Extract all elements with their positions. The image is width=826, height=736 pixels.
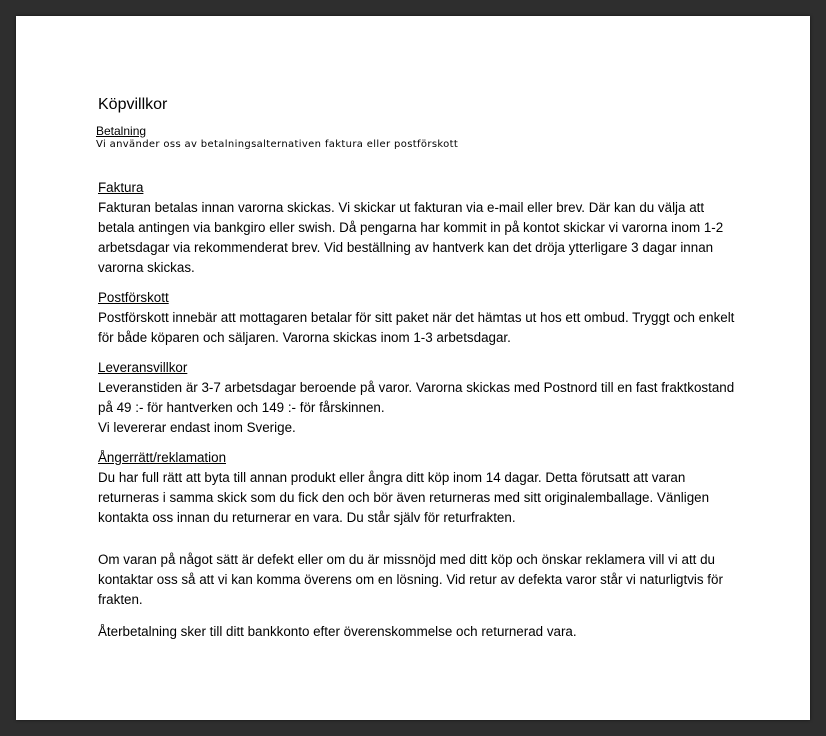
section-paragraph: Du har full rätt att byta till annan produkt eller ångra ditt köp inom 14 dagar. Detta förutsatt att varan returneras i samma skick som du fick den och bör även returneras med sitt originalemballage. Vänligen kontakta oss innan du returnerar en vara. Du står själv för returfrakten. [98,470,710,525]
section-paragraph: Postförskott innebär att mottagaren betalar för sitt paket när det hämtas ut hos ett ombud. Tryggt och enkelt för både köparen och säljaren. Varorna skickas inom 1-3 arbetsdagar. [98,310,735,345]
section-angerratt [98,448,738,528]
reklamation-paragraph: Om varan på något sätt är defekt eller om du är missnöjd med ditt köp och önskar reklamera vill vi att du kontaktar oss så att vi kan komma överens om en lösning. Vid retur av defekta varor står vi naturligtvis för frakten. [98,552,723,607]
section-postforskott [98,288,738,348]
betalning-heading: Betalning [96,124,147,138]
section-heading: Faktura [98,180,144,195]
section-paragraph: Vi levererar endast inom Sverige. [98,420,296,435]
section-paragraph: Fakturan betalas innan varorna skickas. Vi skickar ut fakturan via e-mail eller brev. Där kan du välja att betala antingen via bankgiro eller swish. Då pengarna har kommit in på kontot skickar vi varorna inom 1-2 arbetsdagar via rekommenderat brev. Vid beställning av hantverk kan det dröja ytterligare 3 dagar innan varorna skickas. [98,200,724,275]
section-leveransvillkor [98,358,738,438]
document-page [16,16,810,720]
section-heading: Ångerrätt/reklamation [98,450,227,465]
section-faktura [98,178,738,278]
document-content [98,95,738,642]
page-title: Köpvillkor [98,96,168,113]
aterbetalning-paragraph: Återbetalning sker till ditt bankkonto efter överenskommelse och returnerad vara. [98,624,577,639]
section-heading: Postförskott [98,290,169,305]
section-paragraph: Leveranstiden är 3-7 arbetsdagar beroende på varor. Varorna skickas med Postnord till en fast fraktkostand på 49 :- för hantverken och 149 :- för fårskinnen. [98,380,735,415]
betalning-intro: Vi använder oss av betalningsalternativen faktura eller postförskott [96,139,459,150]
section-heading: Leveransvillkor [98,360,188,375]
